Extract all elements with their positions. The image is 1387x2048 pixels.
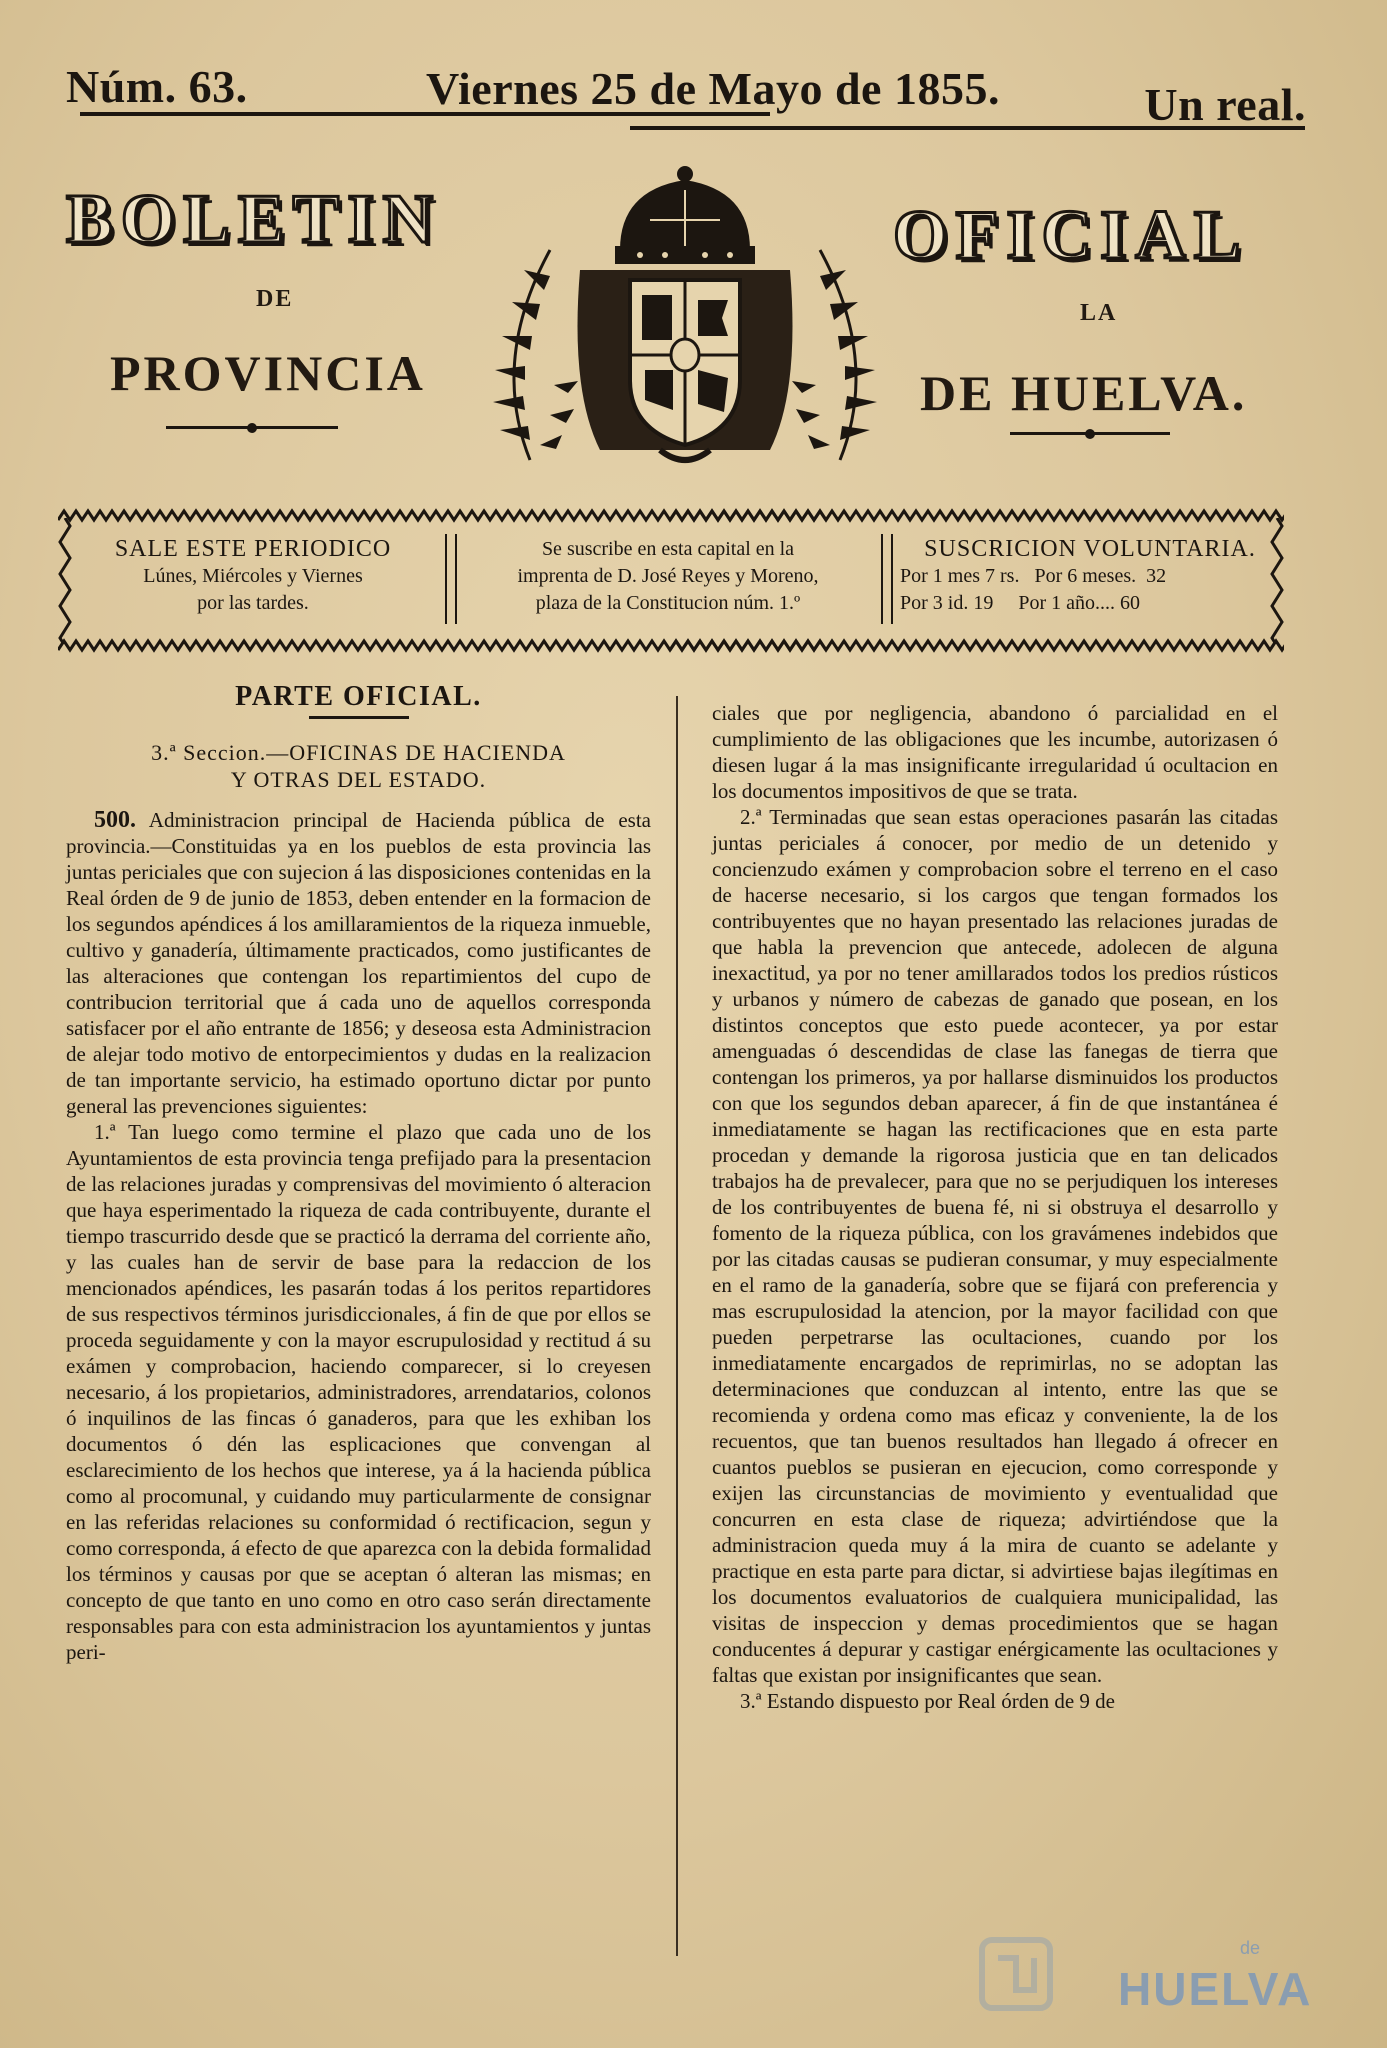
schedule-time: por las tardes. (197, 592, 309, 614)
right-column (712, 700, 1278, 1714)
location-line-2: imprenta de D. José Reyes y Moreno, (517, 565, 819, 587)
issue-number: Núm. 63. (66, 61, 248, 112)
schedule-days: Lúnes, Miércoles y Viernes (143, 565, 363, 587)
box-separator-2 (881, 534, 893, 624)
left-column (66, 681, 652, 1665)
title-la: LA (1080, 300, 1118, 326)
title-ornament-right (1010, 432, 1170, 435)
location-line-3: plaza de la Constitucion núm. 1.º (535, 592, 801, 614)
issue-price: Un real. (1144, 79, 1306, 130)
section-title-rule (309, 716, 409, 719)
article-paragraph-1-text: Administracion principal de Hacienda pública de esta provincia.—Constituidas ya en los pueblos de esta provincia las juntas periciales que con sujecion á las disposiciones contenidas en la Real órden de 9 de junio de 1853, deben entender en la formacion de los segundos apéndices á los amillaramientos de la riqueza inmueble, cultivo y ganadería, últimamente practicados, como justificantes de las alteraciones que contengan los repartimientos del cupo de contribucion territorial que á cada uno de aquellos corresponda satisfacer por el año entrante de 1856; y deseosa esta Administracion de alejar todo motivo de entorpecimientos y dudas en la realizacion de tan importante servicio, ha estimado oportuno dictar por punto general las prevenciones siguientes: (66, 808, 652, 1118)
location-line-1: Se suscribe en esta capital en la (541, 538, 795, 560)
box-separator-1 (445, 534, 457, 624)
article-paragraph-2: 1.ª Tan luego como termine el plazo que cada uno de los Ayuntamientos de esta provincia tenga prefijado para la presentacion de las relaciones juradas y comprensivas del movimiento ó alteracion que haya esperimentado la riqueza de cada contribuyente, durante el tiempo trascurrido desde que se practicó la derrama del corriente año, y las cuales han de servir de base para la redaccion de los mencionados apéndices, les pasarán todas á los peritos repartidores de sus respectivos términos jurisdiccionales, á fin de que por ellos se proceda seguidamente y con la mayor escrupulosidad y rectitud á su exámen y comprobacion, haciendo comparecer, si lo creyesen necesario, á los propietarios, administradores, arrendatarios, colonos ó inquilinos de las fincas ó ganaderos, para que les exhiban los documentos ó dén las esplicaciones que convengan al esclarecimiento de los hechos que interese, ya á la hacienda pública como al procomunal, y cuidando muy particularmente de consignar en las referidas relaciones su conformidad ó rectificacion, segun y como corresponda, á efecto de que aparezca con la debida formalidad los términos y causas por que se aceptan ó alteran las mismas; en concepto de que tanto en uno como en otro caso serán directamente responsables para con esta administracion los ayuntamientos y juntas peri- (66, 1120, 651, 1664)
title-provincia: PROVINCIA (110, 345, 426, 401)
prices-heading: SUSCRICION VOLUNTARIA. (924, 536, 1256, 562)
title-de-huelva: DE HUELVA. (920, 365, 1248, 421)
title-boletin: BOLETIN (66, 181, 441, 258)
article-paragraph-1 (66, 807, 651, 1119)
title-oficial: OFICIAL (893, 197, 1249, 274)
article-paragraph-4: 2.ª Terminadas que sean estas operaciones pasarán las citadas juntas periciales á conocer, por medio de un detenido y concienzudo exámen y comprobacion sobre el terreno en el caso de hacerse necesario, si los cargos que tengan formados los contribuyentes que no hayan presentado las relaciones juradas de que habla la prevencion que antecede, adolecen de alguna inexactitud, ya por no tener amillarados todos los predios rústicos y urbanos y número de cabezas de ganado que posean, en los distintos conceptos que esto puede acontecer, ya por estar amenguadas ó descendidas de clase las fanegas de tierra que contengan los primeros, ya por hallarse disminuidos los productos con que los segundos deban aparecer, á fin de que instantánea é inmediatamente se hagan las rectificaciones que en esta parte procedan y demande la rigorosa justicia que en tan delicados trabajos ha de prevalecer, para que no se perjudiquen los intereses de los contribuyentes de buena fé, ni si obstruya el desarrollo y fomento de la riqueza pública, con los gravámenes indebidos que por las citadas causas se pudieran consumar, y muy especialmente en el ramo de la ganadería, sobre que se fijará con preferencia y mas escrupulosidad la atencion, por la mayor facilidad con que pueden perpetrarse las ocultaciones, cuando por los inmediatamente encargados de reprimirlas, no se adoptan las determinaciones que conduzcan al intento, entre las que se recomienda y ordena como mas eficaz y conveniente, la de los recuentos, que tan buenos resultados han llegado á ofrecer en cuantos pueblos se pusieran en ejecucion, como corresponde y exijen las circunstancias de movimiento y eventualidad que concurren en esta clase de riqueza; advirtiéndose que la administracion queda muy á la mira de cuanto se adelante y practique en esta parte para dictar, si advirtiese bajas ilegítimas en los documentos evaluatorios de cualquiera municipalidad, las visitas de inspeccion y demas procedimientos que se hagan conducentes á depurar y castigar enérgicamente las ocultaciones y faltas que existan por insignificantes que sean. (712, 805, 1278, 1687)
masthead-rule-right (630, 126, 1305, 130)
ornamental-border-top (58, 508, 1284, 524)
section-subtitle-2: Y OTRAS DEL ESTADO. (230, 767, 487, 792)
article-paragraph-3: ciales que por negligencia, abandono ó parcialidad en el cumplimiento de las obligaciones que les incumbe, autorizasen ó diesen lugar á la mas insignificante irregularidad ú ocultacion en los documentos impositivos de que se trata. (712, 701, 1278, 803)
section-subtitle-1: 3.ª Seccion.—OFICINAS DE HACIENDA (151, 740, 566, 765)
section-title: PARTE OFICIAL. (235, 681, 482, 712)
royal-coat-of-arms-icon (470, 160, 900, 480)
ornamental-border-left (58, 518, 72, 644)
publication-schedule (98, 536, 408, 617)
subscription-info-box (58, 508, 1284, 654)
article-number: 500. (94, 807, 136, 833)
masthead-rule-left (80, 112, 770, 116)
prices-line-2: Por 3 id. 19 Por 1 año.... 60 (900, 592, 1140, 614)
schedule-heading: SALE ESTE PERIODICO (114, 536, 392, 562)
subscription-location (458, 536, 878, 617)
issue-date: Viernes 25 de Mayo de 1855. (426, 63, 1000, 114)
title-ornament-left (166, 426, 338, 429)
column-divider (676, 696, 678, 1956)
subscription-prices (900, 536, 1280, 617)
article-paragraph-5: 3.ª Estando dispuesto por Real órden de 9 de (740, 1689, 1115, 1713)
watermark-small-text: de (1240, 1938, 1261, 1958)
watermark-text: HUELVA (1118, 1963, 1313, 2015)
title-de: DE (256, 286, 294, 312)
prices-line-1: Por 1 mes 7 rs. Por 6 meses. 32 (900, 565, 1167, 587)
ornamental-border-bottom (58, 638, 1284, 654)
